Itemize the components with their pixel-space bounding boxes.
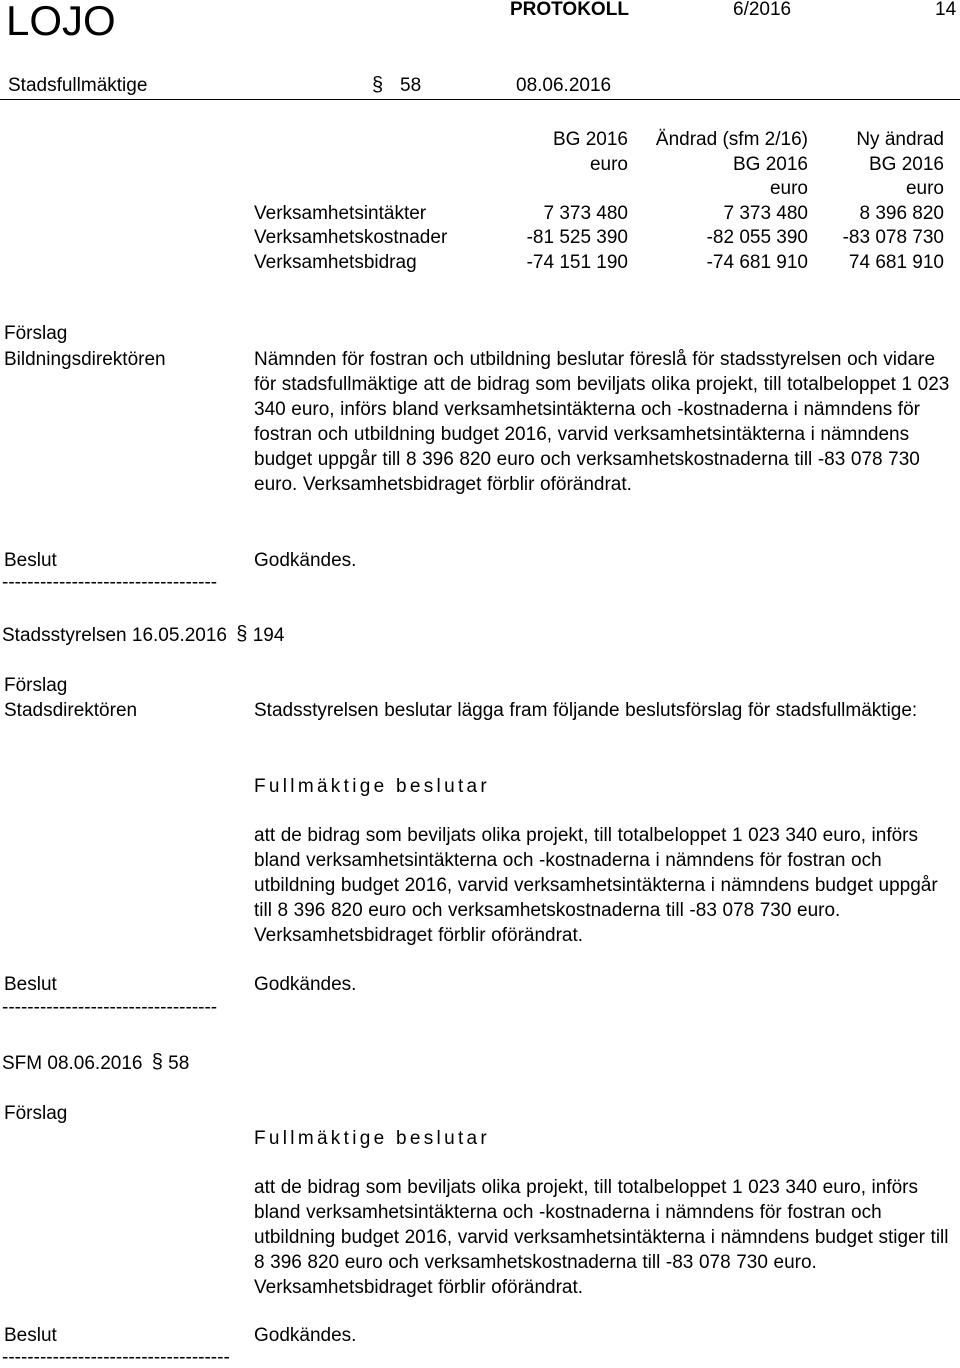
table-cell: 7 373 480 (723, 202, 808, 224)
proposer: Stadsdirektören (4, 700, 138, 721)
table-row (254, 227, 944, 252)
resolution-heading: Fullmäktige beslutar (254, 776, 491, 797)
lojo-logo: LOJO (6, 0, 116, 44)
resolution-text: att de bidrag som beviljats olika projekt, till totalbeloppet 1 023 340 euro, införs bland verksamhetsintäkterna och -kostnaderna i nämndens för fostran och utbildning budget 2016, varvid verksamhetsintäkterna i nämndens budget uppgår till 8 396 820 euro och verksamhetskostnaderna till -83 078 730 euro. Verksamhetsbidraget förblir oförändrat. (254, 825, 938, 946)
meeting-body: Stadsfullmäktige (8, 75, 148, 96)
table-header-row-1 (254, 129, 944, 154)
table-cell: -74 681 910 (706, 251, 808, 273)
proposer: Bildningsdirektören (4, 349, 166, 370)
decision-text: Godkändes. (254, 550, 357, 571)
decision-label: Beslut (4, 1325, 57, 1346)
document-type: PROTOKOLL (510, 0, 629, 20)
column-header: Ändrad (sfm 2/16) (655, 129, 808, 150)
proposal-label: Förslag (4, 1103, 68, 1124)
decision-label: Beslut (4, 974, 57, 995)
decision-label: Beslut (4, 550, 57, 571)
section-separator: ------------------------------------ (2, 1347, 230, 1368)
column-header: BG 2016 (733, 153, 808, 175)
meeting-date: 08.06.2016 (516, 75, 612, 96)
header-divider (0, 99, 960, 100)
section-reference (2, 625, 284, 645)
resolution-text: att de bidrag som beviljats olika projekt, till totalbeloppet 1 023 340 euro, införs bland verksamhetsintäkterna och -kostnaderna i nämndens för fostran och utbildning budget 2016, varvid verksamhetsintäkterna i nämndens budget stiger till 8 396 820 euro och verksamhetskostnaderna till -83 078 730 euro. Verksamhetsbidraget förblir oförändrat. (254, 1177, 949, 1298)
reference-number: 58 (168, 1053, 190, 1074)
table-cell: -83 078 730 (842, 227, 944, 248)
column-header: BG 2016 (553, 129, 628, 150)
section-separator: ---------------------------------- (2, 997, 218, 1018)
section-separator: ---------------------------------- (2, 572, 218, 593)
row-label: Verksamhetsintäkter (254, 202, 427, 224)
section-number: 58 (400, 75, 422, 96)
budget-table (254, 129, 944, 276)
table-header-row-3 (254, 178, 944, 203)
proposal-text: Nämnden för fostran och utbildning beslutar föreslå för stadsstyrelsen och vidare för stadsfullmäktige att de bidrag som beviljats olika projekt, till totalbeloppet 1 023 340 euro, införs bland verksamhetsintäkterna och -kostnaderna i nämndens för fostran och utbildning budget 2016, varvid verksamhetsintäkterna i nämndens budget uppgår till 8 396 820 euro och verksamhetskostnaderna till -83 078 730 euro. Verksamhetsbidraget förblir oförändrat. (254, 349, 950, 495)
column-header: euro (905, 178, 944, 199)
reference-body: Stadsstyrelsen 16.05.2016 (2, 625, 227, 646)
table-row (254, 252, 944, 277)
column-header: BG 2016 (869, 153, 944, 175)
meeting-reference (8, 74, 612, 96)
table-cell: 8 396 820 (859, 202, 944, 224)
column-header: euro (769, 178, 808, 199)
proposal-intro: Stadsstyrelsen beslutar lägga fram följande beslutsförslag för stadsfullmäktige: (254, 700, 918, 721)
decision-text: Godkändes. (254, 974, 357, 995)
proposal-label: Förslag (4, 675, 68, 696)
table-row (254, 203, 944, 228)
proposal-label: Förslag (4, 323, 68, 344)
decision-text: Godkändes. (254, 1325, 357, 1346)
reference-body: SFM 08.06.2016 (2, 1053, 143, 1074)
table-cell: 74 681 910 (848, 251, 944, 273)
table-cell: -74 151 190 (526, 251, 628, 273)
table-cell: -81 525 390 (526, 227, 628, 248)
table-header-row-2 (254, 154, 944, 179)
section-symbol-icon: § (151, 1051, 163, 1073)
table-cell: 7 373 480 (543, 202, 628, 224)
column-header: Ny ändrad (856, 129, 944, 150)
row-label: Verksamhetsbidrag (254, 251, 417, 273)
section-symbol-icon: § (372, 74, 384, 96)
table-cell: -82 055 390 (706, 227, 808, 248)
document-number: 6/2016 (733, 0, 792, 20)
section-reference (2, 1053, 189, 1073)
row-label: Verksamhetskostnader (254, 227, 448, 248)
section-symbol-icon: § (236, 623, 248, 645)
page-number: 14 (935, 0, 957, 20)
resolution-heading: Fullmäktige beslutar (254, 1128, 491, 1149)
column-header: euro (589, 153, 628, 175)
reference-number: 194 (252, 625, 285, 646)
